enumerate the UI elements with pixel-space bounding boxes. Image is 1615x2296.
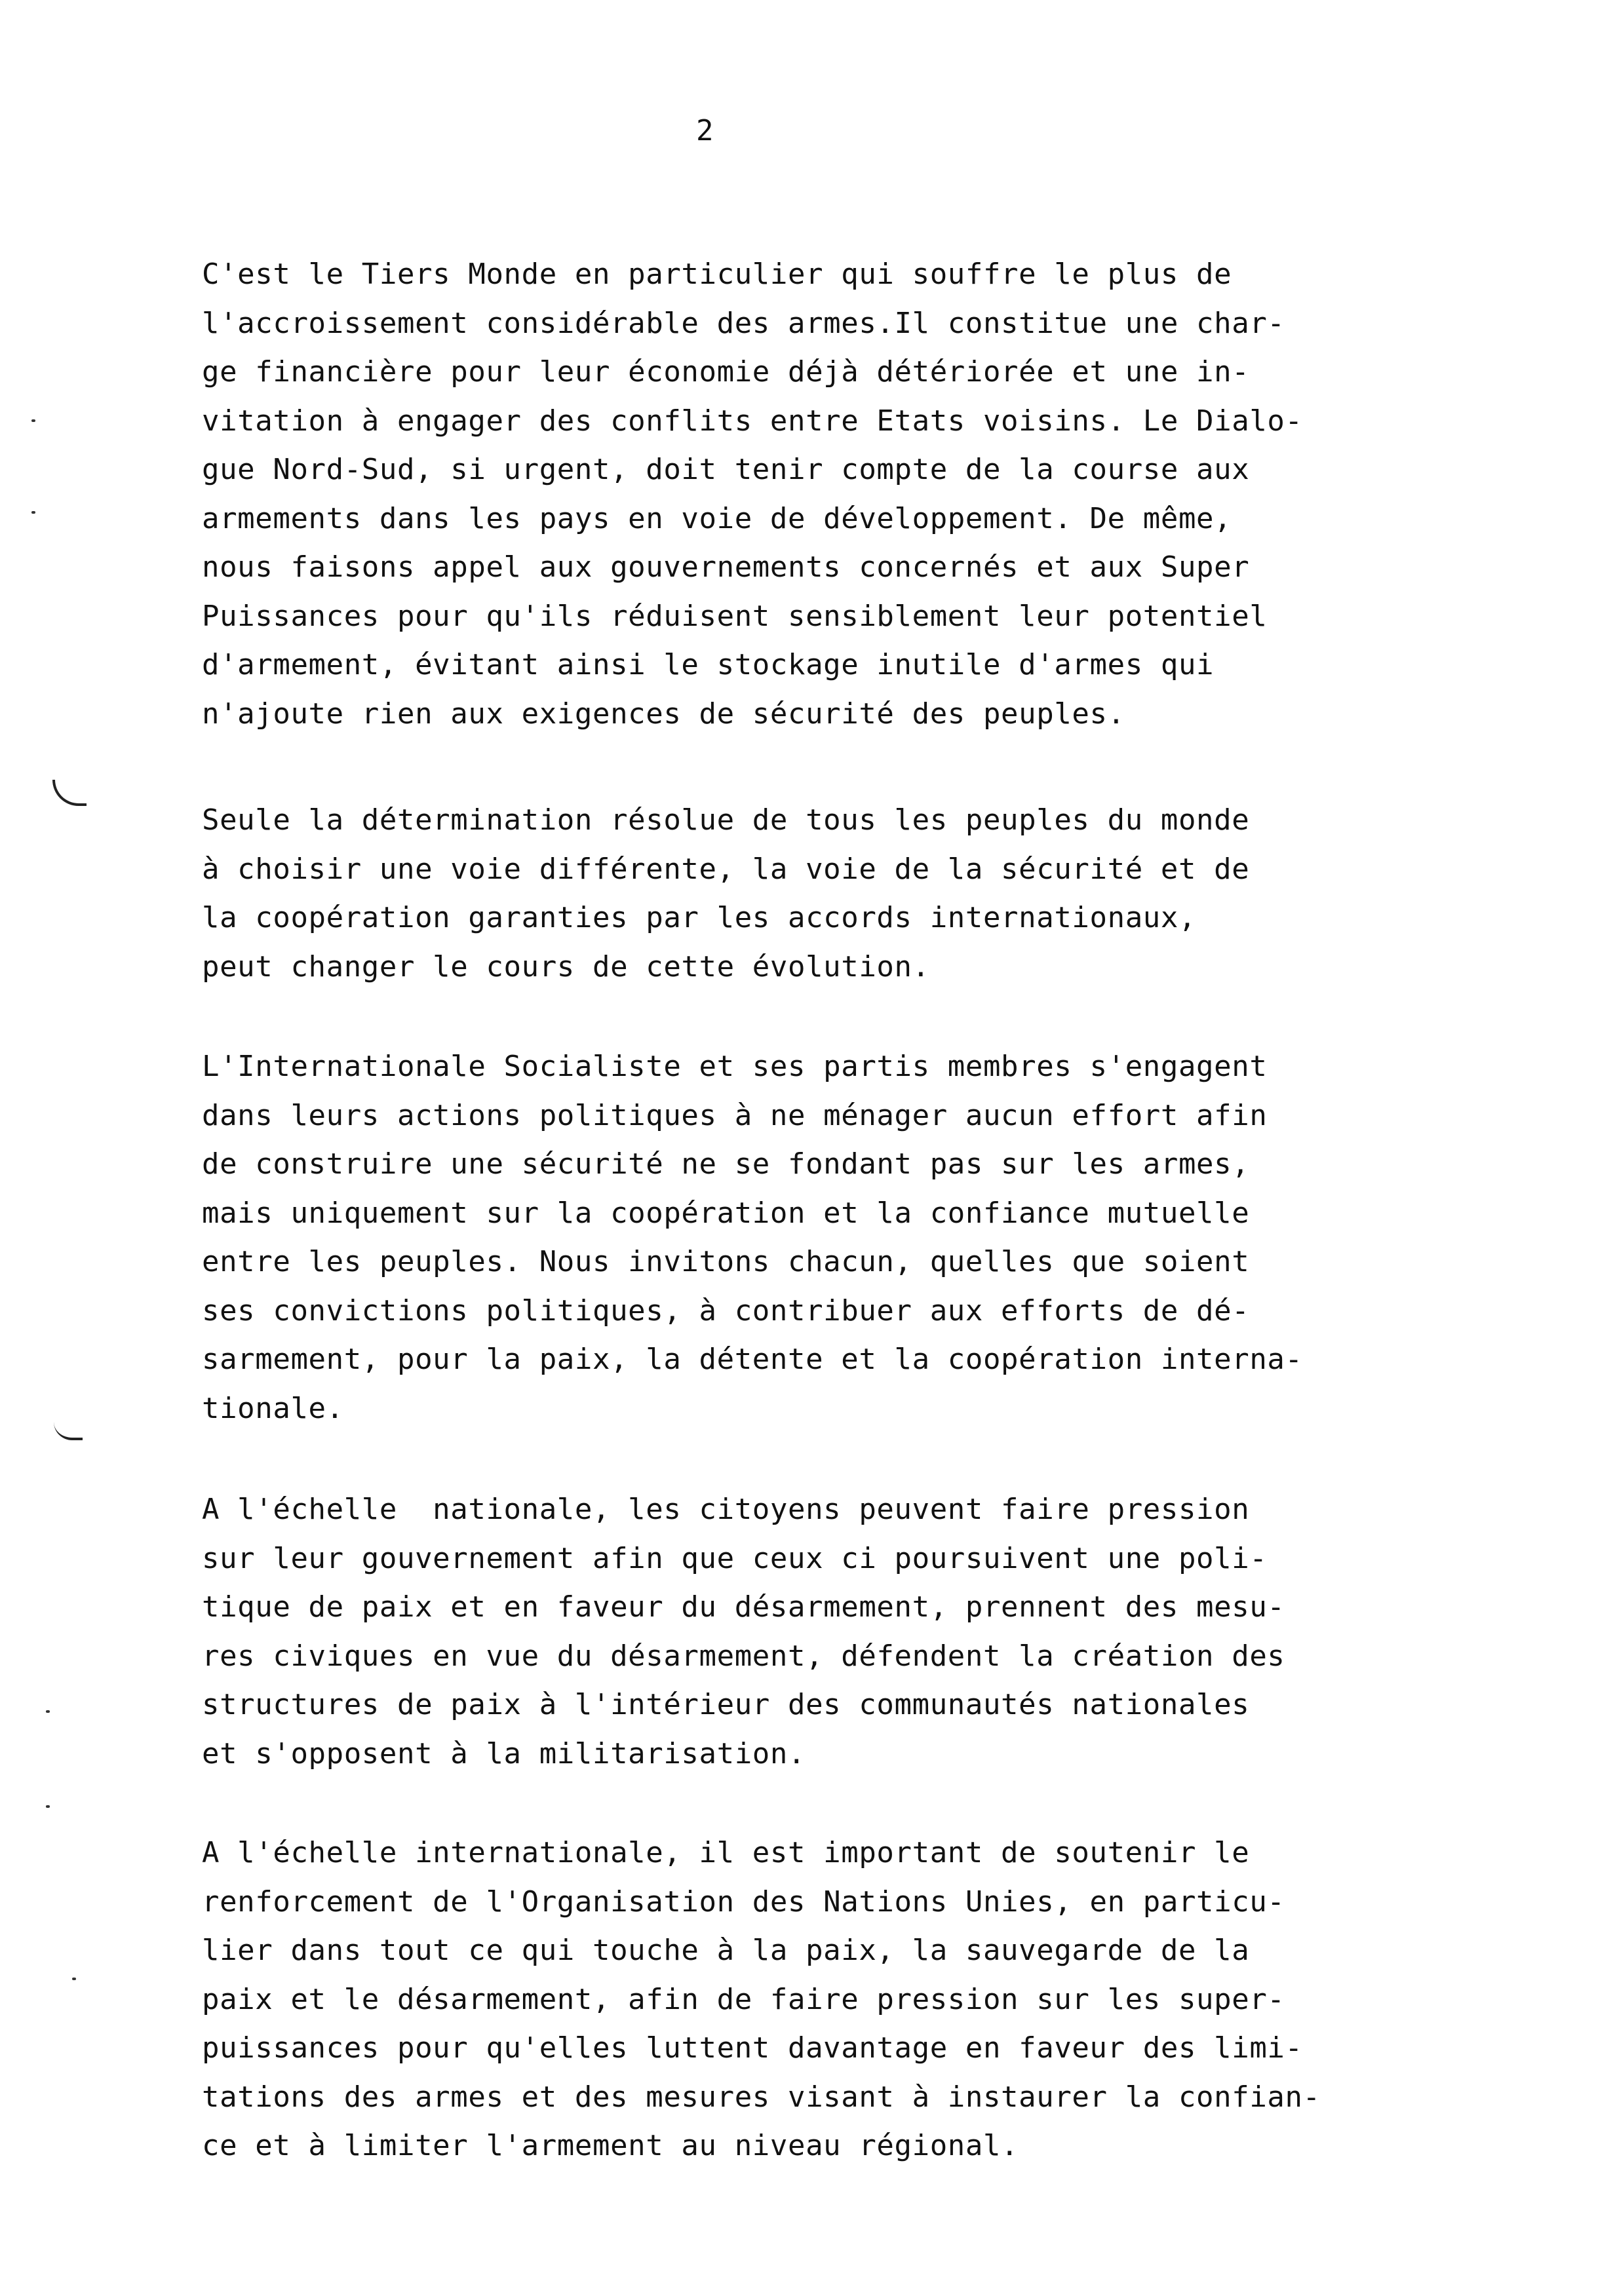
text-line: tionale. — [202, 1391, 344, 1425]
text-line: res civiques en vue du désarmement, défendent la création des — [202, 1639, 1285, 1673]
text-line: dans leurs actions politiques à ne ménager aucun effort afin — [202, 1098, 1268, 1132]
text-line: Puissances pour qu'ils réduisent sensiblement leur potentiel — [202, 599, 1268, 633]
text-line: Seule la détermination résolue de tous les peuples du monde — [202, 803, 1250, 837]
text-line: ses convictions politiques, à contribuer aux efforts de dé- — [202, 1293, 1250, 1328]
text-line: sarmement, pour la paix, la détente et la coopération interna- — [202, 1343, 1303, 1376]
text-line: tations des armes et des mesures visant à instaurer la confian- — [202, 2080, 1321, 2114]
text-line: d'armement, évitant ainsi le stockage inutile d'armes qui — [202, 648, 1215, 681]
text-line: sur leur gouvernement afin que ceux ci poursuivent une poli- — [202, 1541, 1268, 1575]
text-line: et s'opposent à la militarisation. — [202, 1736, 806, 1770]
text-line: tique de paix et en faveur du désarmement, prennent des mesu- — [202, 1590, 1285, 1624]
text-line: entre les peuples. Nous invitons chacun, quelles que soient — [202, 1245, 1250, 1278]
text-line: paix et le désarmement, afin de faire pression sur les super- — [202, 1982, 1285, 2016]
paragraph-4 — [202, 1485, 1447, 1778]
text-line: C'est le Tiers Monde en particulier qui souffre le plus de — [202, 258, 1232, 291]
text-line: à choisir une voie différente, la voie de la sécurité et de — [202, 852, 1250, 886]
text-line: de construire une sécurité ne se fondant pas sur les armes, — [202, 1147, 1250, 1181]
text-line: vitation à engager des conflits entre Etats voisins. Le Dialo- — [202, 404, 1303, 438]
text-line: mais uniquement sur la coopération et la confiance mutuelle — [202, 1196, 1250, 1230]
text-line: lier dans tout ce qui touche à la paix, la sauvegarde de la — [202, 1934, 1250, 1967]
paragraph-3 — [202, 1043, 1447, 1433]
text-line: nous faisons appel aux gouvernements concernés et aux Super — [202, 550, 1250, 584]
paragraph-1 — [202, 250, 1447, 738]
text-line: puissances pour qu'elles luttent davantage en faveur des limi- — [202, 2031, 1303, 2065]
text-line: peut changer le cours de cette évolution. — [202, 949, 930, 984]
paragraph-5 — [202, 1829, 1447, 2171]
scan-speck — [31, 511, 35, 514]
text-line: ce et à limiter l'armement au niveau régional. — [202, 2129, 1019, 2162]
text-line: la coopération garanties par les accords internationaux, — [202, 901, 1197, 934]
text-line: renforcement de l'Organisation des Nations Unies, en particu- — [202, 1885, 1285, 1919]
text-line: structures de paix à l'intérieur des communautés nationales — [202, 1688, 1250, 1721]
text-line: ge financière pour leur économie déjà détériorée et une in- — [202, 355, 1250, 389]
scan-speck — [46, 1710, 50, 1713]
text-line: gue Nord-Sud, si urgent, doit tenir compte de la course aux — [202, 453, 1250, 486]
text-line: A l'échelle nationale, les citoyens peuvent faire pression — [202, 1493, 1250, 1526]
binding-hole-mark — [52, 780, 87, 806]
text-line: A l'échelle internationale, il est important de soutenir le — [202, 1836, 1250, 1869]
page-number: 2 — [696, 114, 714, 147]
scan-speck — [31, 419, 35, 422]
scan-speck — [46, 1805, 50, 1808]
binding-hole-mark — [54, 1422, 83, 1440]
text-line: L'Internationale Socialiste et ses partis membres s'engagent — [202, 1050, 1268, 1083]
text-line: n'ajoute rien aux exigences de sécurité des peuples. — [202, 697, 1125, 731]
paragraph-2 — [202, 796, 1447, 991]
scan-speck — [72, 1978, 76, 1980]
text-line: armements dans les pays en voie de développement. De même, — [202, 501, 1232, 535]
text-line: l'accroissement considérable des armes.Il constitue une char- — [202, 306, 1285, 340]
